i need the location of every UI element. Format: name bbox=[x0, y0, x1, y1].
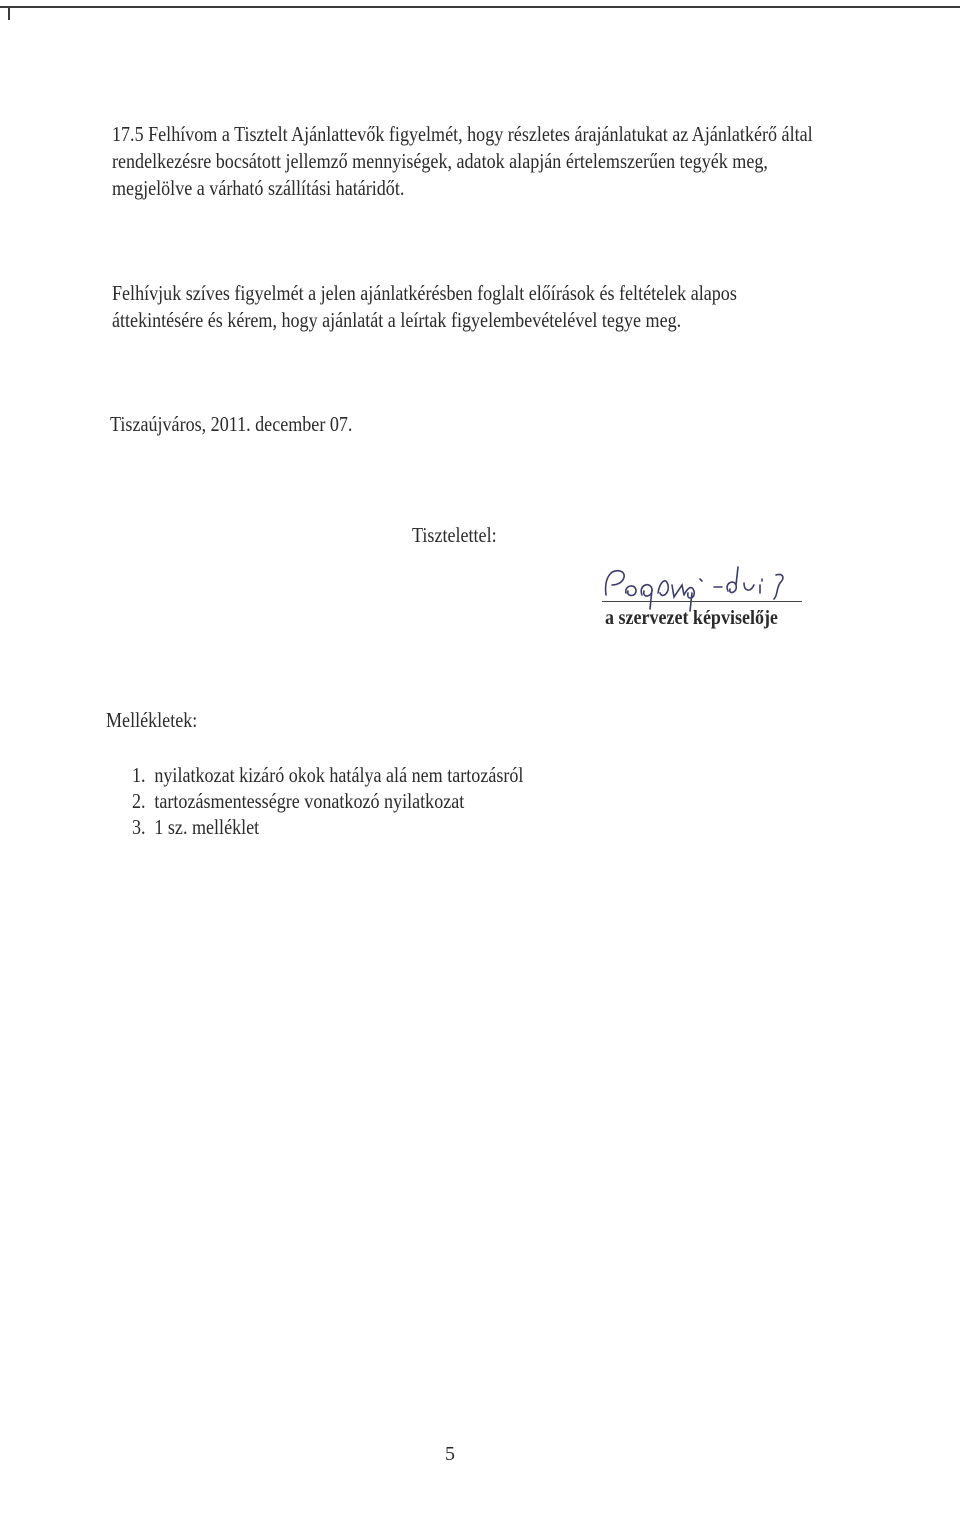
signature-block bbox=[580, 555, 810, 645]
list-item bbox=[132, 814, 523, 840]
list-item-text: 1 sz. melléklet bbox=[154, 815, 260, 839]
list-item-number: 3. bbox=[132, 815, 146, 839]
list-item-number: 1. bbox=[132, 763, 146, 787]
paragraph-deadline-notice: 17.5 Felhívom a Tisztelt Ajánlattevők figyelmét, hogy részletes árajánlatukat az Ajánlatkérő által rendelkezésre bocsátott jellemző mennyiségek, adatok alapján értelemszerűen tegyék meg, megjelölve a várható szállítási határidőt. bbox=[112, 122, 813, 200]
page-number: 5 bbox=[445, 1443, 455, 1465]
closing-salutation: Tisztelettel: bbox=[412, 523, 497, 547]
list-item-text: tartozásmentességre vonatkozó nyilatkozat bbox=[154, 789, 465, 813]
list-item-text: nyilatkozat kizáró okok hatálya alá nem tartozásról bbox=[154, 763, 524, 787]
signer-title: a szervezet képviselője bbox=[605, 607, 778, 629]
list-item bbox=[132, 788, 523, 814]
scan-edge-left bbox=[8, 6, 10, 20]
handwritten-signature bbox=[580, 555, 810, 615]
paragraph-terms-notice: Felhívjuk szíves figyelmét a jelen ajánlatkérésben foglalt előírások és feltételek alapos áttekintésére és kérem, hogy ajánlatát a leírtak figyelembevételével tegye meg. bbox=[112, 281, 737, 332]
attachments-heading: Mellékletek: bbox=[106, 708, 198, 732]
list-item-number: 2. bbox=[132, 789, 146, 813]
signature-line bbox=[602, 601, 802, 602]
scan-edge-top bbox=[0, 6, 960, 8]
attachments-list bbox=[132, 762, 587, 840]
list-item bbox=[132, 762, 523, 788]
dateline: Tiszaújváros, 2011. december 07. bbox=[110, 412, 353, 436]
